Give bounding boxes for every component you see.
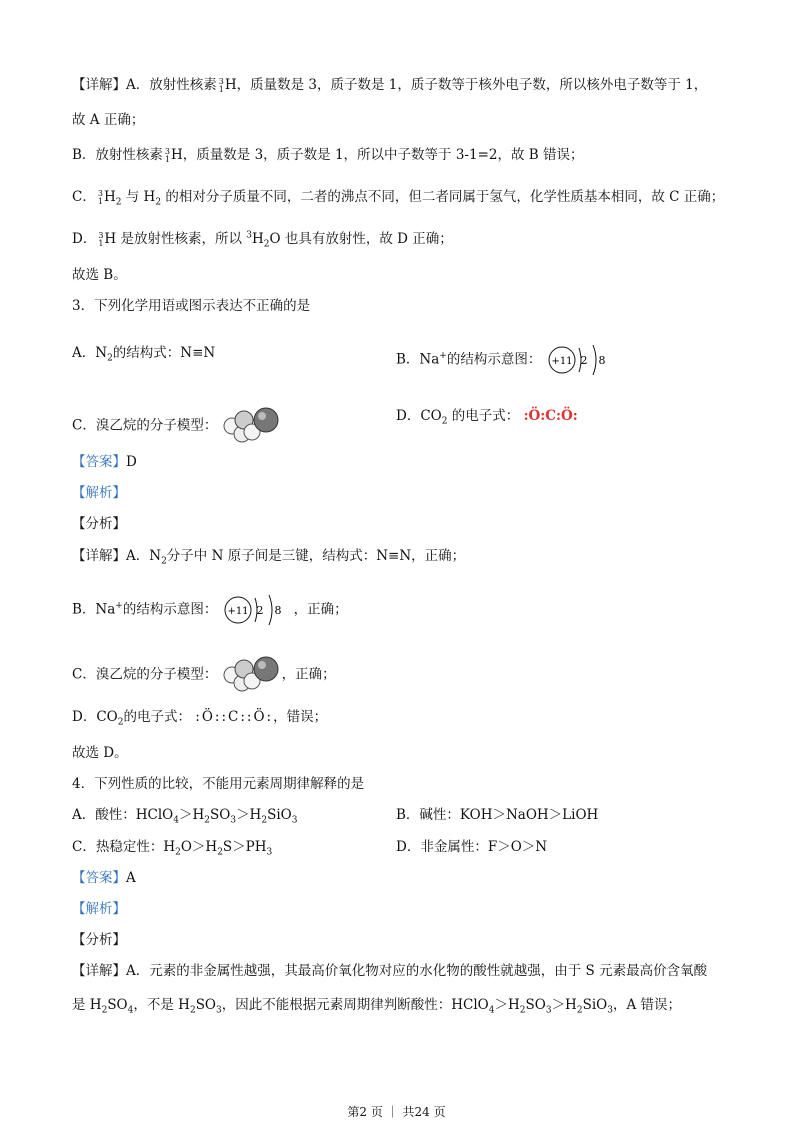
svg-text:+11: +11 bbox=[227, 606, 249, 617]
co2-wrong-electron-formula: :Ö::C::Ö: bbox=[195, 709, 274, 725]
q3-option-b: B．Na+的结构示意图： +11 2 8 bbox=[396, 343, 618, 377]
detail-line-2: 故 A 正确； bbox=[72, 112, 145, 128]
q3-option-d: D．$CO_2$ 的电子式： :Ö:C:Ö: bbox=[396, 408, 578, 427]
detail-3-d: D．$CO_2$的电子式： :Ö::C::Ö:，错误； bbox=[72, 709, 328, 728]
page-footer: 第2 页 ｜ 共24 页 bbox=[347, 1105, 446, 1119]
fenxi-3: 【分析】 bbox=[72, 516, 126, 532]
q4-option-a: A．酸性：$HClO_4>H_2SO_3>H_2SiO_3$ bbox=[72, 807, 298, 826]
bromoethane-model-image bbox=[222, 406, 282, 446]
na-ion-structure-diagram bbox=[546, 343, 618, 377]
detail-4-a: 【详解】A．元素的非金属性越强，其最高价氧化物对应的水化物的酸性就越强，由于 S 元素最高价含氧酸 bbox=[72, 963, 708, 979]
q4-option-b: B．碱性：KOH＞NaOH＞LiOH bbox=[396, 807, 599, 823]
bromoethane-model-image-2 bbox=[222, 655, 282, 695]
q4-option-d: D．非金属性：F＞O＞N bbox=[396, 839, 548, 855]
detail-3-a: 【详解】A．$N_2$分子中 N 原子间是三键，结构式：N≡N，正确； bbox=[72, 548, 466, 567]
answer-4: 【答案】A bbox=[72, 870, 136, 886]
question-4: 4．下列性质的比较，不能用元素周期律解释的是 bbox=[72, 776, 365, 792]
svg-text:8: 8 bbox=[598, 354, 606, 367]
detail-4-a-cont: 是 $H_2SO_4$，不是 $H_2SO_3$，因此不能根据元素周期律判断酸性：$HClO_4>H_2SO_3>H_2SiO_3$，A 错误； bbox=[72, 997, 681, 1016]
question-3: 3．下列化学用语或图示表达不正确的是 bbox=[72, 298, 311, 314]
detail-line-1: 【详解】A．放射性核素 3 1 H，质量数是 3，质子数是 1，质子数等于核外电子数，所以核外电子数等于 1， bbox=[72, 76, 708, 94]
q3-option-c: C．溴乙烷的分子模型： bbox=[72, 406, 282, 446]
q3-option-a: A．$N_2$的结构式：N≡N bbox=[72, 345, 216, 364]
svg-text:8: 8 bbox=[274, 604, 282, 617]
analysis-4: 【解析】 bbox=[72, 901, 126, 917]
detail-line-c: C． 3 1 $H_2$ 与 $H_2$ 的相对分子质量不同，二者的沸点不同，但二者同属于氢气，化学性质基本相同，故 C 正确； bbox=[72, 188, 725, 208]
detail-line-d: D． 3 1 H 是放射性核素，所以 $^3H_2O$ 也具有放射性，故 D 正确； bbox=[72, 230, 453, 250]
fenxi-4: 【分析】 bbox=[72, 932, 126, 948]
na-ion-structure-diagram-2 bbox=[222, 593, 294, 627]
answer-3: 【答案】D bbox=[72, 454, 137, 470]
svg-text:2: 2 bbox=[256, 604, 264, 617]
choice-b-conclusion: 故选 B。 bbox=[72, 267, 127, 283]
detail-line-b: B．放射性核素 3 1 H，质量数是 3，质子数是 1，所以中子数等于 3-1=2，故 B 错误； bbox=[72, 146, 584, 164]
svg-text:+11: +11 bbox=[551, 356, 573, 367]
detail-3-conclusion: 故选 D。 bbox=[72, 745, 128, 761]
co2-electron-formula: :Ö:C:Ö: bbox=[523, 408, 578, 424]
q4-option-c: C．热稳定性：$H_2O>H_2S>PH_3$ bbox=[72, 839, 273, 858]
svg-text:2: 2 bbox=[580, 354, 588, 367]
detail-tag: 【详解】 bbox=[72, 77, 126, 93]
analysis-3: 【解析】 bbox=[72, 485, 126, 501]
detail-3-c: C．溴乙烷的分子模型： ，正确； bbox=[72, 655, 336, 695]
detail-3-b: B．Na+的结构示意图： +11 2 8 ，正确； bbox=[72, 593, 348, 627]
